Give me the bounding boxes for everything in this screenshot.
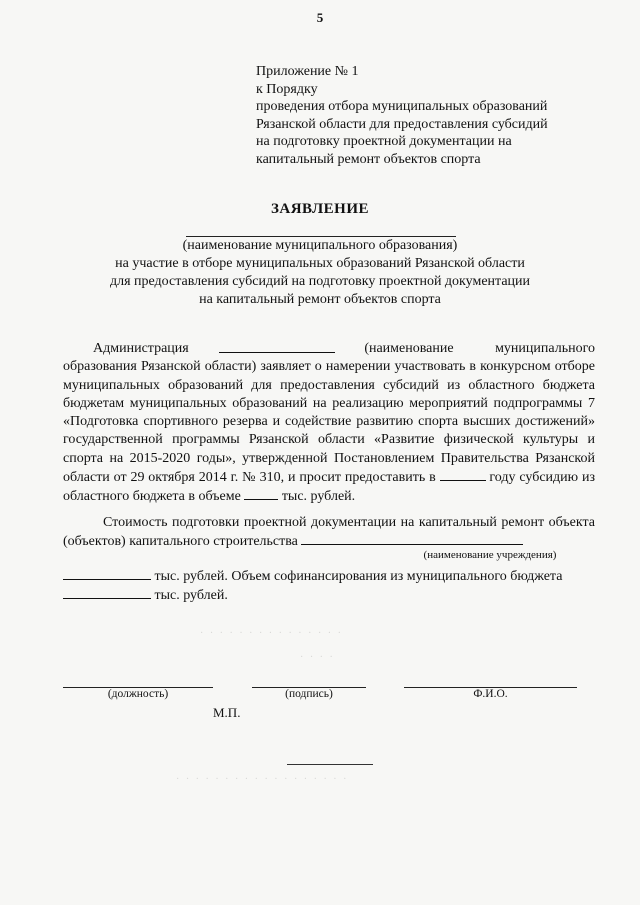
appendix-line: Рязанской области для предоставления субсидий [256, 116, 548, 132]
cofinancing-unit: тыс. рублей. [154, 588, 228, 604]
bleed-through-line [287, 764, 373, 765]
subheading [60, 237, 580, 309]
municipality-hint: (наименование муниципального [364, 341, 595, 356]
subheading-line: (наименование муниципального образования) [182, 238, 458, 253]
body-text-unit: тыс. рублей. [281, 489, 356, 505]
cost-amount-blank [63, 567, 151, 580]
appendix-line: Приложение № 1 [256, 64, 359, 79]
appendix-line: к Порядку [256, 81, 318, 97]
appendix-header [256, 63, 596, 169]
application-body-text [63, 358, 595, 506]
year-blank [440, 468, 486, 481]
appendix-line: капитальный ремонт объектов спорта [256, 151, 481, 167]
first-line [63, 340, 595, 358]
cofinancing-paragraph [63, 567, 595, 606]
cost-text: Стоимость подготовки проектной документации на капитальный ремонт объекта (объектов) капитального строительства [63, 515, 595, 550]
cofinancing-line-1 [63, 567, 595, 586]
bleed-through-mark: · · · · [300, 652, 335, 663]
institution-hint: (наименование учреждения) [423, 549, 557, 561]
application-paragraph [63, 340, 595, 507]
signature-label: (подпись) [285, 688, 333, 700]
bleed-through-mark: · · · · · · · · · · · · · · · [200, 628, 343, 639]
appendix-line: проведения отбора муниципальных образований [256, 99, 548, 115]
administration-word: Администрация [93, 341, 189, 356]
amount-blank [244, 487, 278, 500]
cofinancing-line-2 [63, 586, 595, 605]
body-text-year: году субсидию из областного бюджета в объеме [63, 470, 596, 505]
position-label: (должность) [107, 688, 169, 700]
subheading-line: на капитальный ремонт объектов спорта [199, 292, 441, 307]
page-number: 5 [316, 10, 324, 25]
institution-blank [301, 532, 523, 545]
subheading-line: на участие в отборе муниципальных образований Рязанской области [115, 256, 525, 271]
appendix-line: на подготовку проектной документации на [256, 134, 512, 150]
body-text-main: образования Рязанской области) заявляет о намерении участвовать в конкурсном отборе муниципальных образований для предоставления субсидий из областного бюджета бюджетам муниципальных образований на реализацию мероприятий подпрограммы 7 «Подготовка спортивного резерва и содействие развитию спорта высших достижений» государственной программы Рязанской области «Развитие физической культуры и спорта на 2015-2020 годы», утвержденной Постановлением Правительства Рязанской области от 29 октября 2014 г. № 310, и просит предоставить в [63, 359, 595, 486]
subheading-line: для предоставления субсидий на подготовку проектной документации [109, 274, 531, 289]
cofinancing-amount-blank [63, 586, 151, 599]
cost-paragraph [63, 514, 595, 552]
bleed-through-mark: · · · · · · · · · · · · · · · · · · [176, 774, 349, 785]
document-title: ЗАЯВЛЕНИЕ [270, 201, 370, 217]
stamp-label: М.П. [213, 705, 241, 720]
administration-blank [219, 340, 335, 353]
cofinancing-text: тыс. рублей. Объем софинансирования из муниципального бюджета [154, 569, 563, 584]
name-label: Ф.И.О. [473, 688, 508, 700]
